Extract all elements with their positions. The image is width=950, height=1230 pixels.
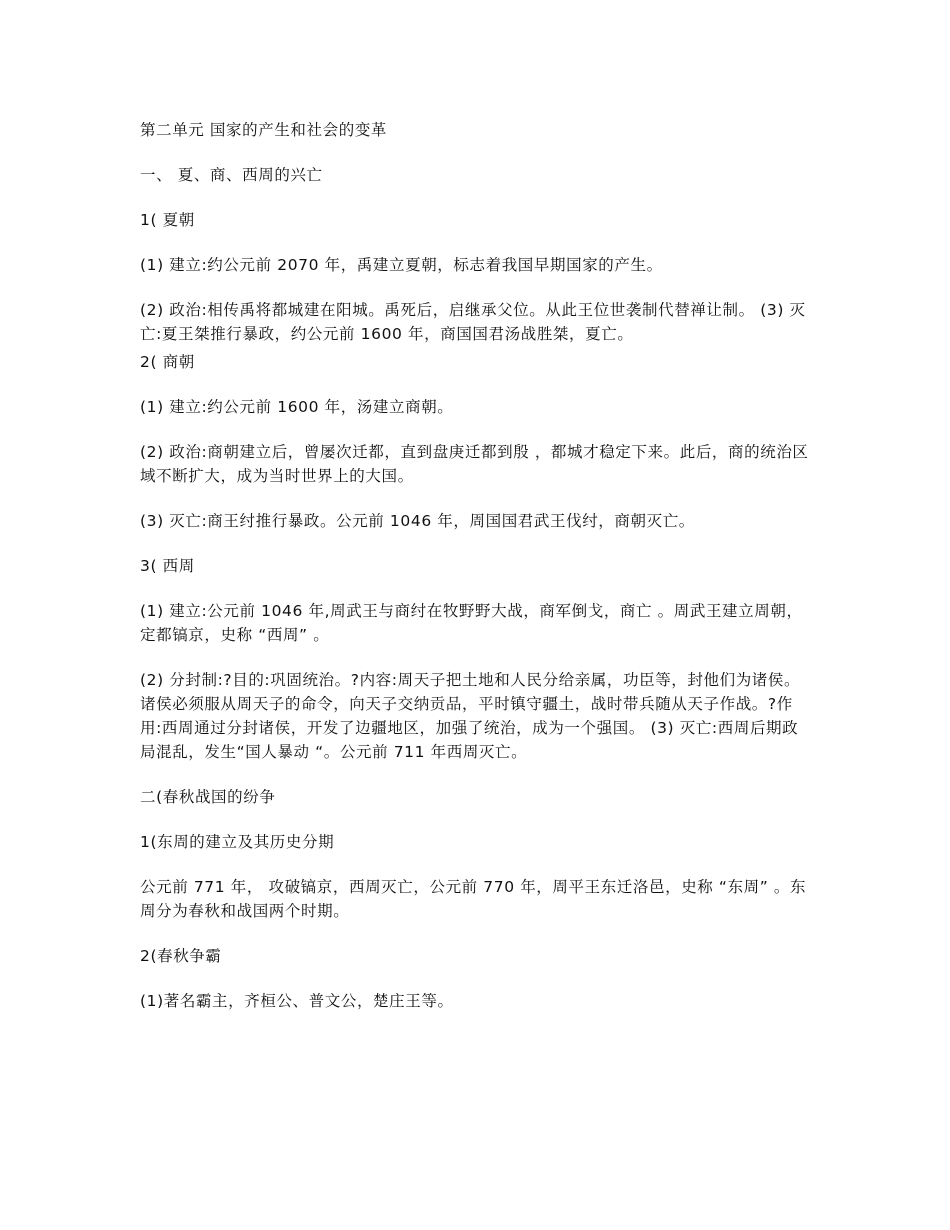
paragraph: (1) 建立:约公元前 1600 年，汤建立商朝。 xyxy=(140,398,454,416)
paragraph: (1)著名霸主，齐桓公、普文公，楚庄王等。 xyxy=(140,992,454,1010)
paragraph: (2) 分封制:?目的:巩固统治。?内容:周天子把土地和人民分给亲属，功臣等，封他们为诸侯。诸侯必须服从周天子的命令，向天子交纳贡品，平时镇守疆土，战时带兵随从天子作战。?作用:西周通过分封诸侯，开发了边疆地区，加强了统治，成为一个强国。 (3) 灭亡:西周后期政局混乱，发生“国人暴动 “。公元前 711 年西周灭亡。 xyxy=(140,671,801,761)
document-body xyxy=(140,118,810,1034)
paragraph: (1) 建立:公元前 1046 年,周武王与商纣在牧野野大战，商军倒戈，商亡 。周武王建立周朝，定都镐京，史称 “西周” 。 xyxy=(140,602,803,644)
paragraph: (1) 建立:约公元前 2070 年，禹建立夏朝，标志着我国早期国家的产生。 xyxy=(140,256,663,274)
paragraph: 公元前 771 年， 攻破镐京，西周灭亡，公元前 770 年，周平王东迁洛邑，史称 “东周” 。东周分为春秋和战国两个时期。 xyxy=(140,878,807,920)
subsection-heading: 1( 夏朝 xyxy=(140,211,195,229)
section-heading: 二(春秋战国的纷争 xyxy=(140,788,276,806)
subsection-heading: 1(东周的建立及其历史分期 xyxy=(140,833,335,851)
paragraph: (3) 灭亡:商王纣推行暴政。公元前 1046 年，周国国君武王伐纣，商朝灭亡。 xyxy=(140,512,695,530)
paragraph: (2) 政治:相传禹将都城建在阳城。禹死后，启继承父位。从此王位世袭制代替禅让制。 (3) 灭亡:夏王桀推行暴政，约公元前 1600 年，商国国君汤战胜桀，夏亡。 xyxy=(140,301,806,343)
subsection-heading: 3( 西周 xyxy=(140,557,195,575)
unit-title: 第二单元 国家的产生和社会的变革 xyxy=(140,121,388,139)
subsection-heading: 2(春秋争霸 xyxy=(140,947,222,965)
subsection-heading: 2( 商朝 xyxy=(140,353,195,371)
section-heading: 一、 夏、商、西周的兴亡 xyxy=(140,166,323,184)
paragraph: (2) 政治:商朝建立后，曾屡次迁都，直到盘庚迁都到殷 ，都城才稳定下来。此后，商的统治区域不断扩大，成为当时世界上的大国。 xyxy=(140,443,809,485)
